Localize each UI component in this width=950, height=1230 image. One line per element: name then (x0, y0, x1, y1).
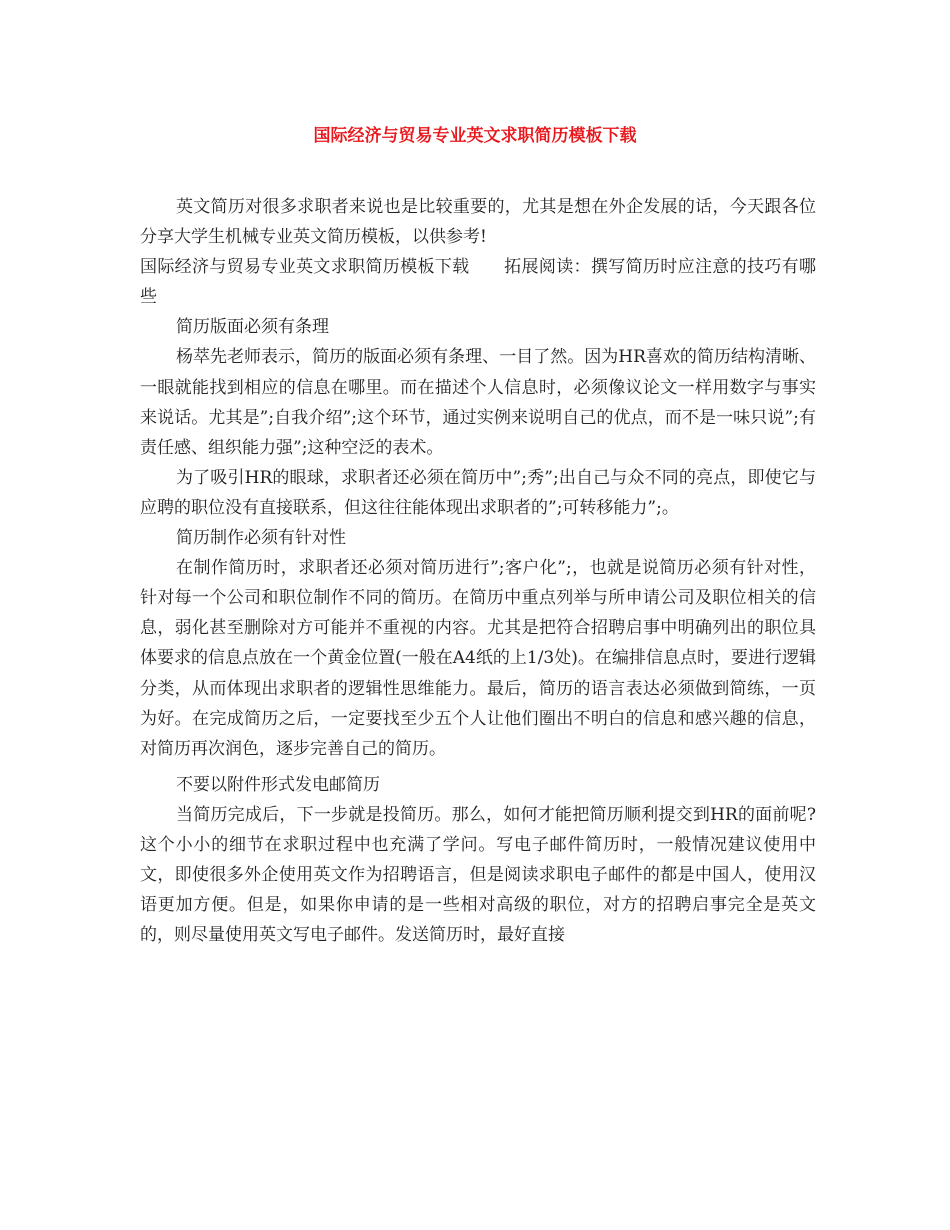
extended-reading-line: 国际经济与贸易专业英文求职简历模板下载 拓展阅读：撰写简历时应注意的技巧有哪些 (140, 257, 816, 308)
section-heading: 简历制作必须有针对性 (176, 528, 346, 549)
body-paragraph: 为了吸引HR的眼球，求职者还必须在简历中”;秀”;出自己与众不同的亮点，即使它与应聘的职位没有直接联系，但这往往能体现出求职者的”;可转移能力”;。 (140, 467, 816, 518)
body-paragraph: 杨萃先老师表示，简历的版面必须有条理、一目了然。因为HR喜欢的简历结构清晰、一眼就能找到相应的信息在哪里。而在描述个人信息时，必须像议论文一样用数字与事实来说话。尤其是”;自我介绍”;这个环节，通过实例来说明自己的优点，而不是一味只说”;有责任感、组织能力强”;这种空泛的表术。 (140, 347, 816, 458)
body-paragraph: 在制作简历时，求职者还必须对简历进行”;客户化”;，也就是说简历必须有针对性，针对每一个公司和职位制作不同的简历。在简历中重点列举与所申请公司及职位相关的信息，弱化甚至删除对方可能并不重视的内容。尤其是把符合招聘启事中明确列出的职位具体要求的信息点放在一个黄金位置(一般在A4纸的上1/3处)。在编排信息点时，要进行逻辑分类，从而体现出求职者的逻辑性思维能力。最后，简历的语言表达必须做到简练，一页为好。在完成简历之后，一定要找至少五个人让他们圈出不明白的信息和感兴趣的信息，对简历再次润色，逐步完善自己的简历。 (140, 558, 816, 759)
document-title: 国际经济与贸易专业英文求职简历模板下载 (313, 126, 637, 146)
section-heading: 不要以附件形式发电邮简历 (176, 774, 380, 795)
body-paragraph: 当简历完成后，下一步就是投简历。那么，如何才能把简历顺利提交到HR的面前呢?这个小小的细节在求职过程中也充满了学问。写电子邮件简历时，一般情况建议使用中文，即使很多外企使用英文作为招聘语言，但是阅读求职电子邮件的都是中国人，使用汉语更加方便。但是，如果你申请的是一些相对高级的职位，对方的招聘启事完全是英文的，则尽量使用英文写电子邮件。发送简历时，最好直接 (140, 804, 816, 946)
section-heading: 简历版面必须有条理 (176, 317, 329, 338)
document-body (140, 192, 816, 950)
intro-paragraph: 英文简历对很多求职者来说也是比较重要的，尤其是想在外企发展的话，今天跟各位分享大学生机械专业英文简历模板，以供参考! (140, 197, 816, 248)
